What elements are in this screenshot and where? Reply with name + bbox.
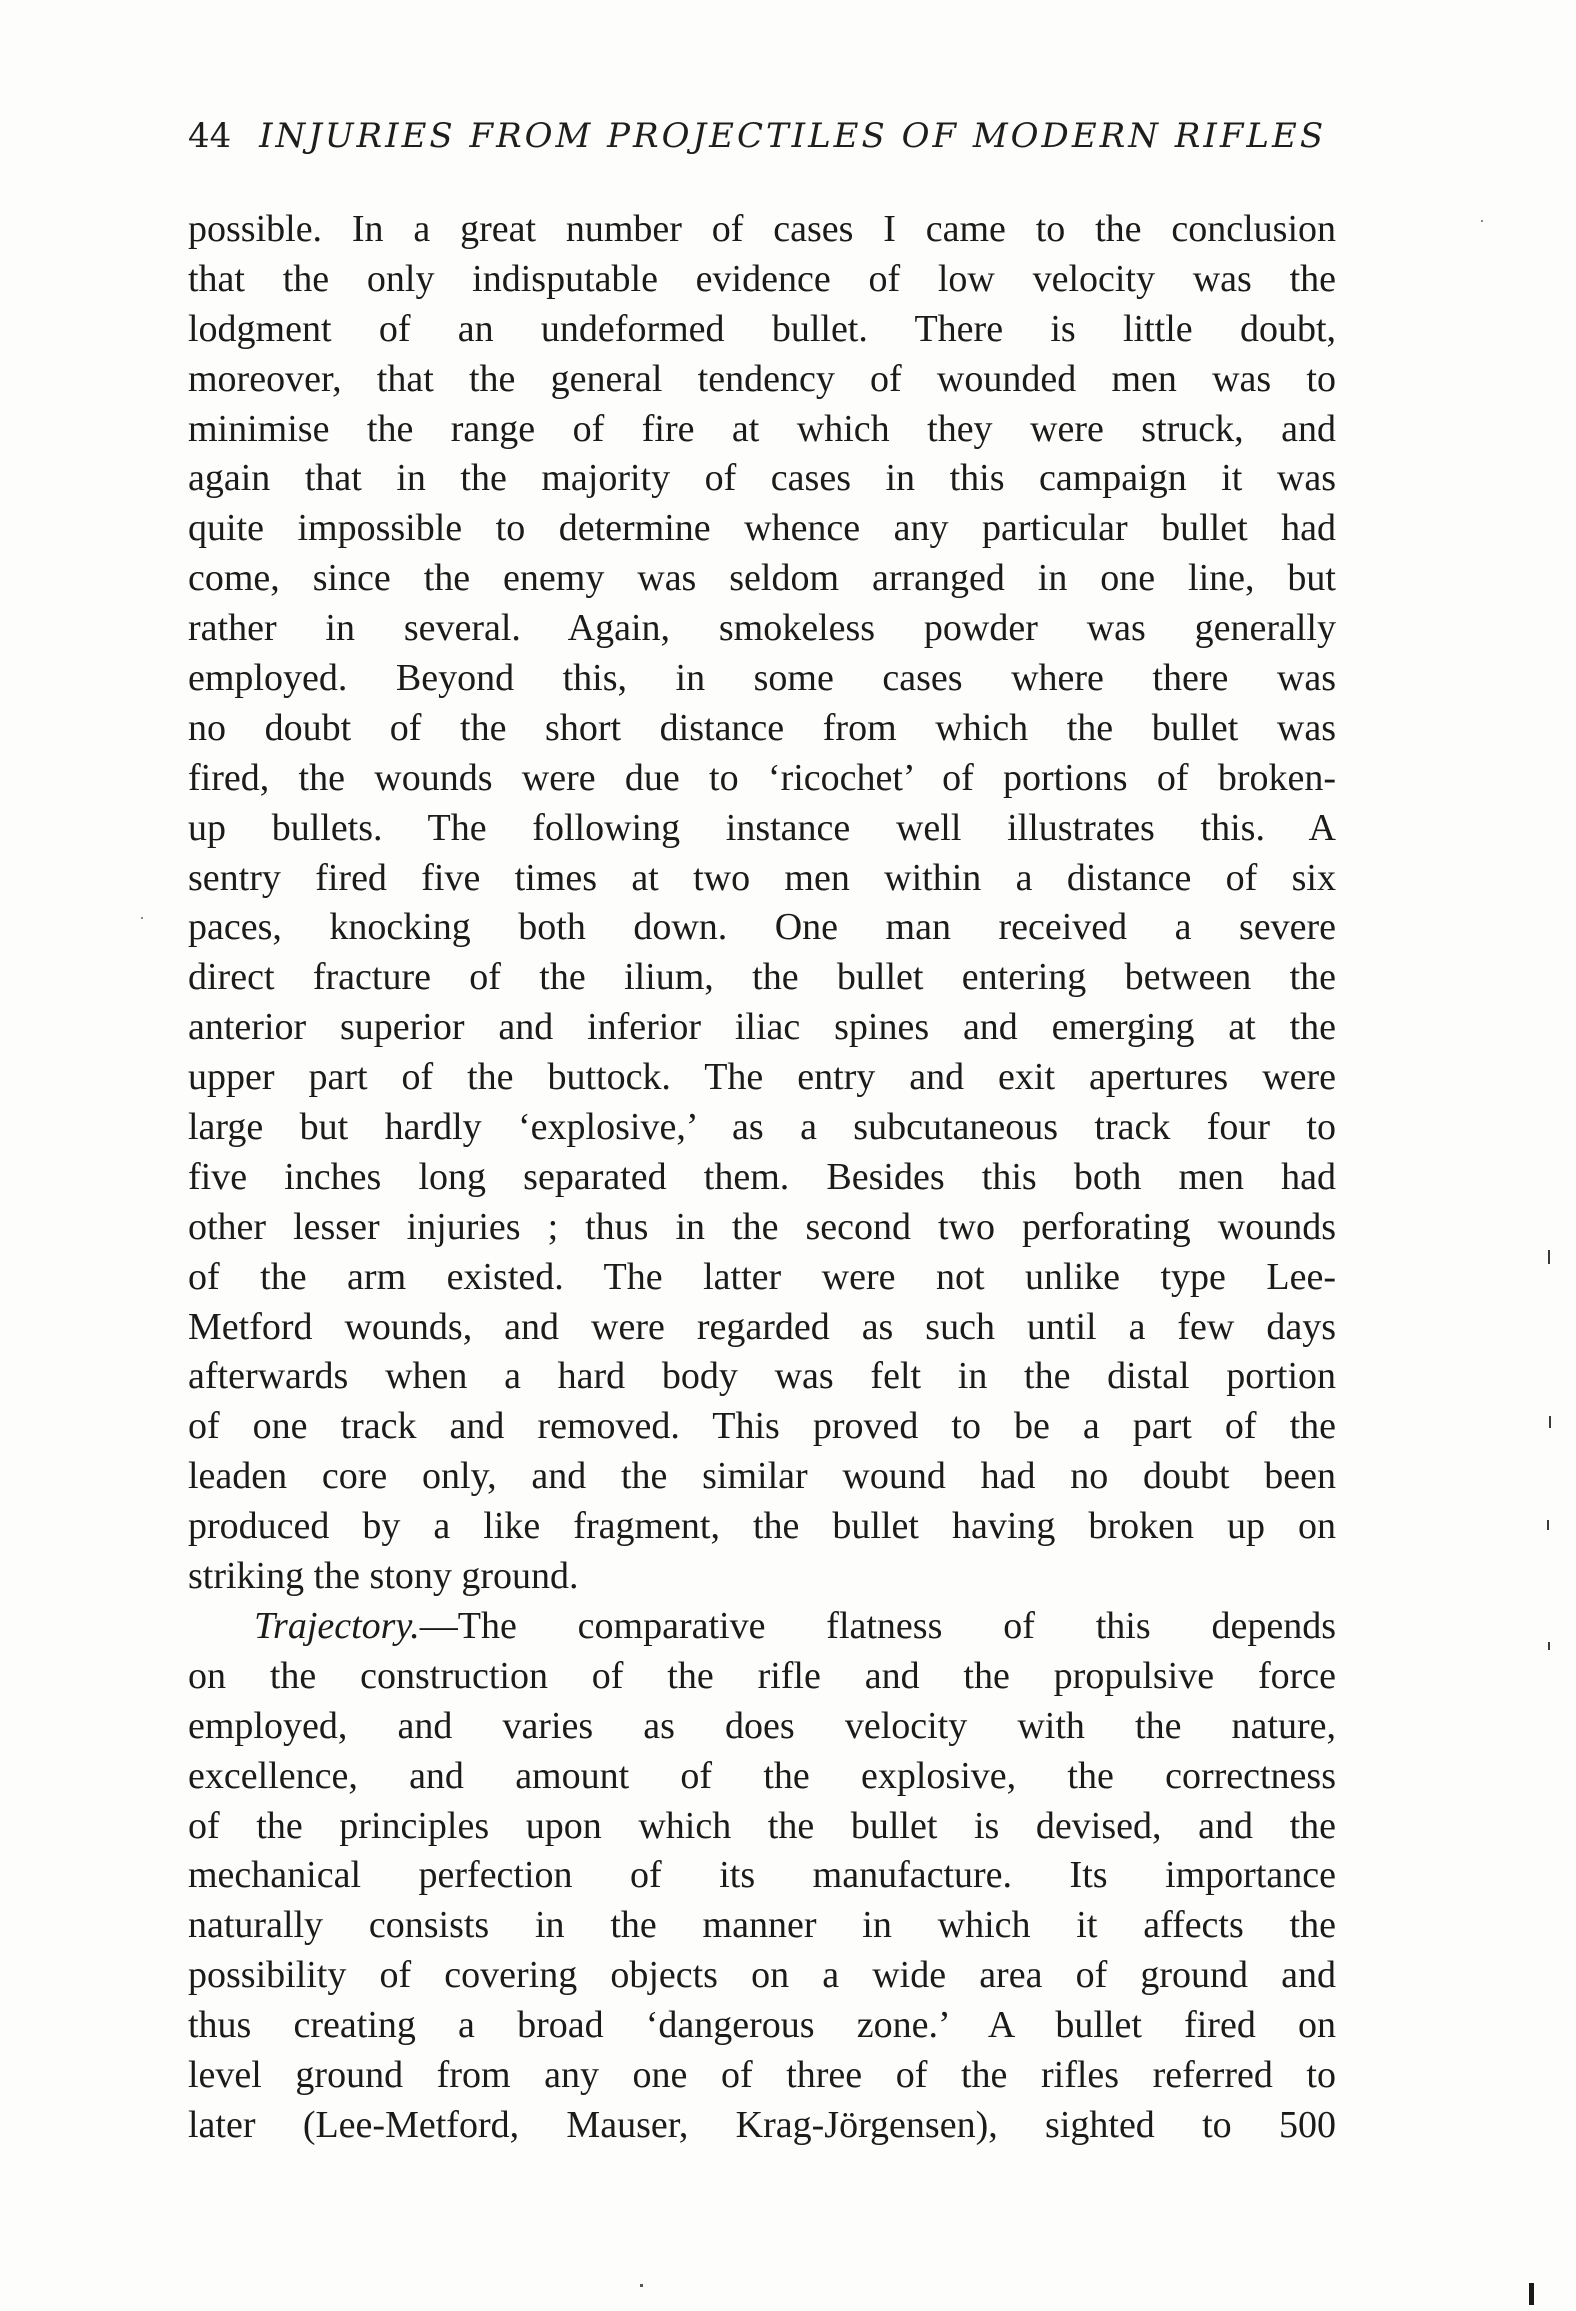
scan-speck <box>1548 1250 1550 1264</box>
section-run-in-heading: Trajectory. <box>254 1604 420 1647</box>
text-line: possible. In a great number of cases I came to the conclusion <box>188 208 1336 250</box>
scan-speck <box>1481 220 1483 222</box>
text-line: employed, and varies as does velocity with the nature, <box>188 1704 1336 1747</box>
text-line: no doubt of the short distance from which the bullet was <box>188 706 1336 749</box>
scan-speck <box>1547 1520 1549 1530</box>
paragraph-2 <box>188 1602 1336 2151</box>
text-line: come, since the enemy was seldom arranged in one line, but <box>188 557 1336 600</box>
text-run: —The comparative flatness of this depends <box>419 1604 1336 1647</box>
text-line: paces, knocking both down. One man received a severe <box>188 906 1336 949</box>
paragraph-1 <box>188 205 1336 1602</box>
text-line: minimise the range of fire at which they were struck, and <box>188 407 1336 450</box>
text-line: upper part of the buttock. The entry and exit apertures were <box>188 1056 1336 1099</box>
text-line: naturally consists in the manner in which it affects the <box>188 1904 1336 1947</box>
text-line: large but hardly ‘explosive,’ as a subcutaneous track four to <box>188 1106 1336 1149</box>
text-line: thus creating a broad ‘dangerous zone.’ A bullet fired on <box>188 2004 1336 2047</box>
text-line: up bullets. The following instance well illustrates this. A <box>188 806 1336 849</box>
text-line: anterior superior and inferior iliac spines and emerging at the <box>188 1006 1336 1049</box>
text-line: direct fracture of the ilium, the bullet entering between the <box>188 956 1336 999</box>
text-line: five inches long separated them. Besides this both men had <box>188 1155 1336 1198</box>
text-line: excellence, and amount of the explosive, the correctness <box>188 1754 1336 1797</box>
text-line: that the only indisputable evidence of low velocity was the <box>188 257 1336 300</box>
text-line: mechanical perfection of its manufacture. Its importance <box>188 1854 1336 1897</box>
text-line: possibility of covering objects on a wide area of ground and <box>188 1954 1336 1997</box>
text-line: moreover, that the general tendency of wounded men was to <box>188 357 1336 400</box>
text-line: other lesser injuries ; thus in the second two perforating wounds <box>188 1205 1336 1248</box>
scan-speck <box>1549 1416 1551 1428</box>
scan-speck <box>141 917 143 919</box>
text-line: Metford wounds, and were regarded as such until a few days <box>188 1305 1336 1348</box>
scan-speck <box>1548 1642 1550 1650</box>
text-line: striking the stony ground. <box>188 1555 579 1598</box>
text-line: employed. Beyond this, in some cases where there was <box>188 657 1336 700</box>
text-line: fired, the wounds were due to ‘ricochet’ of portions of broken- <box>188 756 1336 799</box>
running-title: INJURIES FROM PROJECTILES OF MODERN RIFLES <box>259 116 1327 156</box>
text-line: of the arm existed. The latter were not unlike type Lee- <box>188 1255 1336 1298</box>
running-header <box>188 116 1340 156</box>
page-number: 44 <box>188 116 232 156</box>
text-line: sentry fired five times at two men within a distance of six <box>188 856 1336 899</box>
text-line: again that in the majority of cases in this campaign it was <box>188 457 1336 500</box>
scan-speck <box>1529 2283 1534 2305</box>
text-line: rather in several. Again, smokeless powder was generally <box>188 607 1336 650</box>
text-line: quite impossible to determine whence any particular bullet had <box>188 507 1336 550</box>
text-line: afterwards when a hard body was felt in the distal portion <box>188 1355 1336 1398</box>
text-line: leaden core only, and the similar wound had no doubt been <box>188 1455 1336 1498</box>
text-line: produced by a like fragment, the bullet having broken up on <box>188 1505 1336 1548</box>
text-line <box>188 1602 1336 1652</box>
text-line: of one track and removed. This proved to be a part of the <box>188 1405 1336 1448</box>
text-line: lodgment of an undeformed bullet. There is little doubt, <box>188 307 1336 350</box>
text-line: of the principles upon which the bullet is devised, and the <box>188 1804 1336 1847</box>
text-line: level ground from any one of three of the rifles referred to <box>188 2053 1336 2096</box>
text-line: on the construction of the rifle and the propulsive force <box>188 1654 1336 1697</box>
text-line: later (Lee-Metford, Mauser, Krag-Jörgensen), sighted to 500 <box>188 2103 1336 2146</box>
body-text <box>188 205 1336 2151</box>
scan-speck <box>640 2284 643 2287</box>
